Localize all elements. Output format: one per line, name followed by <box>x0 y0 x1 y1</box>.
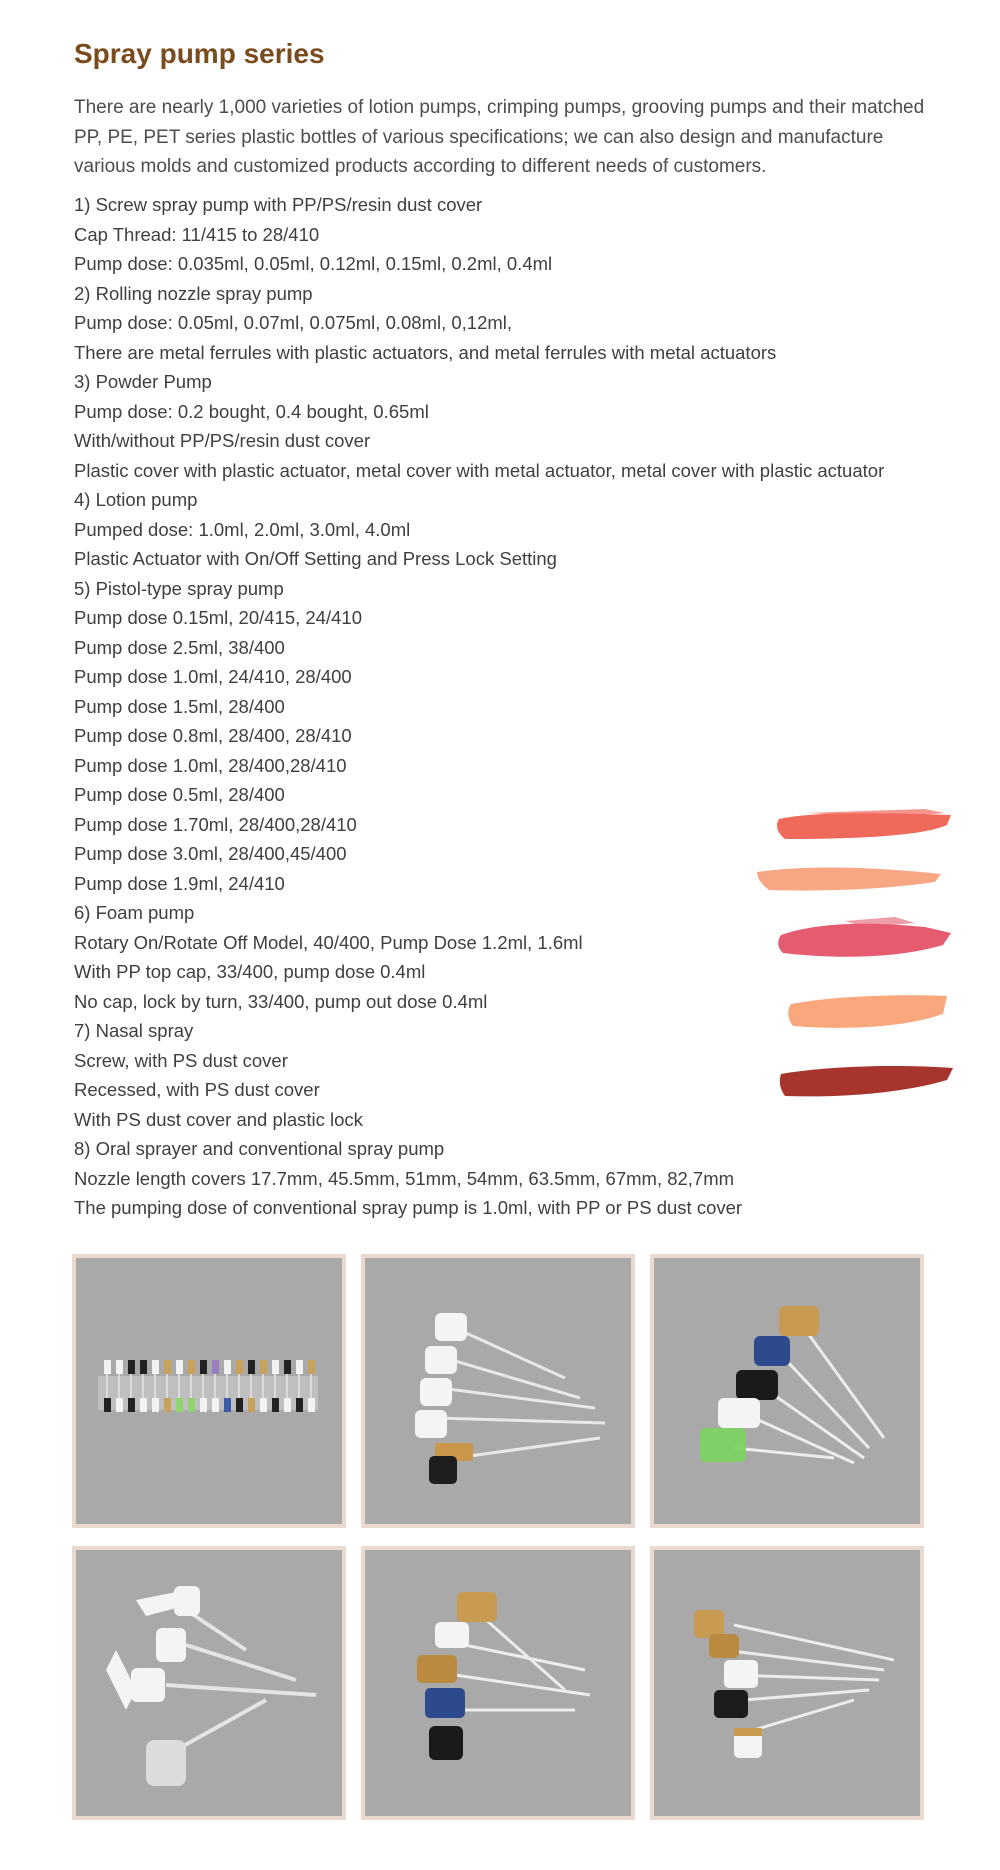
photo-mini-spray-pump-rack <box>72 1254 346 1528</box>
spec-line: Pump dose 1.0ml, 28/400,28/410 <box>74 754 347 776</box>
spec-line: Pump dose 1.9ml, 24/410 <box>74 872 285 894</box>
swatch-coral <box>775 805 955 845</box>
spec-section-heading: 5) Pistol-type spray pump <box>74 577 284 599</box>
spec-section-heading: 8) Oral sprayer and conventional spray pump <box>74 1138 445 1159</box>
spec-line: Nozzle length covers 17.7mm, 45.5mm, 51mm, 54mm, 63.5mm, 67mm, 82,7mm <box>74 1167 735 1189</box>
mini-spray-pump-rack-image <box>76 1258 342 1524</box>
spec-line: Cap Thread: 11/415 to 28/410 <box>74 223 320 245</box>
photo-long-nozzle-pumps <box>650 1546 924 1820</box>
spec-section-heading: 1) Screw spray pump with PP/PS/resin dust cover <box>74 194 483 215</box>
swatch-apricot <box>783 990 953 1034</box>
photo-screw-spray-pumps <box>361 1254 635 1528</box>
swatch-pink <box>775 915 955 965</box>
intro-paragraph: There are nearly 1,000 varieties of lotion pumps, crimping pumps, grooving pumps and their matched PP, PE, PET series plastic bottles of various specifications; we can also design and manufacture various molds and customized products according to different needs of customers. <box>74 97 925 177</box>
spec-line: Plastic cover with plastic actuator, metal cover with metal actuator, metal cover with plastic actuator <box>74 459 885 481</box>
spec-line: Screw, with PS dust cover <box>74 1049 288 1071</box>
photo-colored-spray-pumps <box>650 1254 924 1528</box>
spec-line: Pump dose 0.15ml, 20/415, 24/410 <box>74 607 362 628</box>
spec-line: Pump dose 1.5ml, 28/400 <box>74 695 285 717</box>
mixed-spray-pumps-image <box>365 1550 631 1816</box>
photo-lotion-pumps <box>72 1546 346 1820</box>
spec-line: Plastic Actuator with On/Off Setting and Press Lock Setting <box>74 548 557 569</box>
spec-section-heading: 3) Powder Pump <box>74 371 212 392</box>
colored-spray-pumps-image <box>654 1258 920 1524</box>
spec-line: With PS dust cover and plastic lock <box>74 1108 363 1130</box>
screw-spray-pumps-image <box>365 1258 631 1524</box>
spec-line: Recessed, with PS dust cover <box>74 1079 320 1100</box>
spec-line: Pump dose 3.0ml, 28/400,45/400 <box>74 843 347 864</box>
swatch-peach <box>755 862 945 896</box>
swatch-brick-red <box>777 1062 957 1102</box>
page-title: Spray pump series <box>74 38 325 69</box>
product-photo-grid <box>72 1254 924 1826</box>
spec-section-heading: 4) Lotion pump <box>74 489 198 510</box>
spec-line: Pump dose: 0.2 bought, 0.4 bought, 0.65ml <box>74 400 429 422</box>
spec-line: With PP top cap, 33/400, pump dose 0.4ml <box>74 961 426 982</box>
spec-line: With/without PP/PS/resin dust cover <box>74 430 371 451</box>
spec-line: The pumping dose of conventional spray pump is 1.0ml, with PP or PS dust cover <box>74 1197 743 1218</box>
spec-line: Pumped dose: 1.0ml, 2.0ml, 3.0ml, 4.0ml <box>74 518 411 540</box>
spec-line: Pump dose 1.0ml, 24/410, 28/400 <box>74 666 352 687</box>
long-nozzle-pumps-image <box>654 1550 920 1816</box>
color-swatches <box>755 800 950 1105</box>
photo-mixed-spray-pumps <box>361 1546 635 1820</box>
spec-line: Pump dose: 0.05ml, 0.07ml, 0.075ml, 0.08ml, 0,12ml, <box>74 312 513 333</box>
spec-line: Pump dose 0.8ml, 28/400, 28/410 <box>74 725 352 746</box>
spec-line: Pump dose 1.70ml, 28/400,28/410 <box>74 813 357 835</box>
spec-line: No cap, lock by turn, 33/400, pump out dose 0.4ml <box>74 990 488 1012</box>
spec-line: Pump dose: 0.035ml, 0.05ml, 0.12ml, 0.15ml, 0.2ml, 0.4ml <box>74 253 553 274</box>
spec-line: Rotary On/Rotate Off Model, 40/400, Pump Dose 1.2ml, 1.6ml <box>74 931 583 953</box>
lotion-pumps-image <box>76 1550 342 1816</box>
spec-line: Pump dose 2.5ml, 38/400 <box>74 636 285 658</box>
spec-section-heading: 2) Rolling nozzle spray pump <box>74 282 313 304</box>
spec-line: Pump dose 0.5ml, 28/400 <box>74 784 285 805</box>
spec-section-heading: 7) Nasal spray <box>74 1020 194 1041</box>
spec-section-heading: 6) Foam pump <box>74 902 195 923</box>
spec-line: There are metal ferrules with plastic actuators, and metal ferrules with metal actuators <box>74 341 777 363</box>
